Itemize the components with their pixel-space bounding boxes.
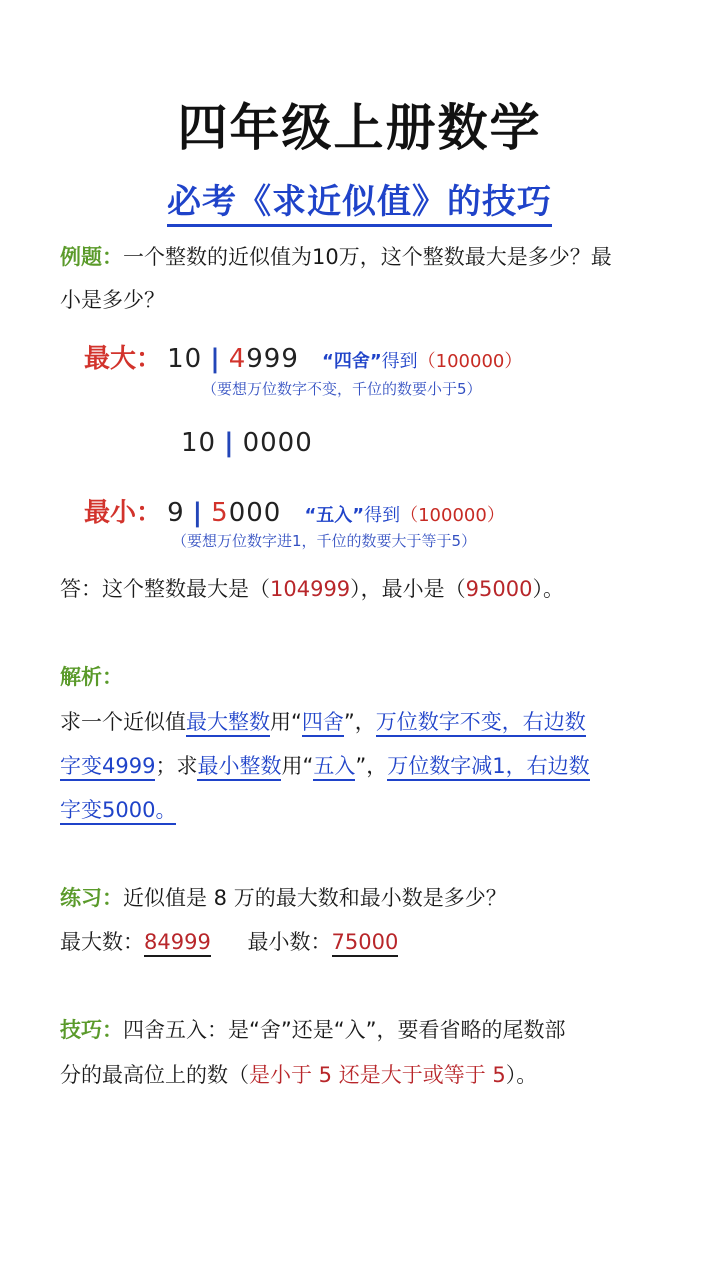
analysis-label: 解析：: [60, 665, 123, 689]
analysis-l2-e: 五入: [313, 754, 355, 781]
practice-min-label: 最小数：: [247, 930, 332, 954]
analysis-l2-g: 万位数字减1，右边数: [387, 754, 589, 781]
subtitle-text: 必考《求近似值》的技巧: [167, 182, 552, 227]
example-text-1: 一个整数的近似值为10万，这个整数最大是多少？最: [123, 245, 612, 269]
min-quote: “五入”: [304, 505, 365, 526]
max-quote: “四舍”: [321, 351, 382, 372]
tip-label: 技巧：: [60, 1018, 123, 1042]
answer-max: 104999: [270, 577, 351, 601]
max-left: 10: [167, 344, 203, 374]
practice-line: [60, 883, 507, 913]
answer-suffix: ）。: [532, 577, 564, 601]
min-row: [84, 492, 505, 529]
page-subtitle: [0, 174, 719, 223]
min-digit: 5: [211, 498, 229, 528]
practice-answer: [60, 927, 398, 957]
min-bar: |: [192, 498, 204, 528]
max-digit: 4: [228, 344, 247, 374]
max-label: 最大：: [84, 344, 163, 374]
max-bar: |: [210, 344, 221, 374]
analysis-line-2: [60, 751, 590, 781]
min-number: [167, 498, 281, 528]
min-rest: 000: [228, 498, 282, 528]
max-got: 得到: [381, 351, 418, 372]
analysis-line-1: [60, 707, 586, 737]
mid-number: [181, 428, 313, 458]
example-line-2: 小是多少？: [60, 288, 165, 312]
tip-l2-a: 分的最高位上的数（: [60, 1063, 249, 1087]
max-rest: 999: [246, 344, 299, 374]
page-title: 四年级上册数学: [177, 99, 542, 157]
max-note: （要想万位数字不变，千位的数要小于5）: [202, 380, 482, 398]
example-line-1: [60, 242, 612, 272]
analysis-l1-b: 最大整数: [186, 710, 270, 737]
analysis-l1-f: 万位数字不变，右边数: [376, 710, 586, 737]
practice-question: 近似值是 8 万的最大数和最小数是多少？: [123, 886, 507, 910]
max-row: [84, 338, 522, 375]
mid-bar: |: [224, 428, 235, 458]
example-label: 例题：: [60, 245, 123, 269]
max-result: （100000）: [417, 351, 523, 372]
mid-left: 10: [181, 428, 217, 458]
analysis-l1-c: 用“: [270, 710, 302, 734]
mid-right: 0000: [242, 428, 313, 458]
practice-max-value: 84999: [144, 930, 211, 957]
answer-line: [60, 574, 564, 604]
analysis-l2-f: ”，: [355, 754, 388, 778]
analysis-l1-a: 求一个近似值: [60, 710, 186, 734]
analysis-l2-d: 用“: [281, 754, 314, 778]
tip-text-1: 四舍五入：是“舍”还是“入”，要看省略的尾数部: [123, 1018, 566, 1042]
tip-l2-b: 是小于 5 还是大于或等于 5: [249, 1063, 506, 1087]
analysis-l2-b: ；求: [155, 754, 198, 778]
analysis-l3-a: 字变5000。: [60, 798, 176, 825]
min-left: 9: [167, 498, 185, 528]
max-number: [167, 344, 299, 374]
min-note: （要想万位数字进1，千位的数要大于等于5）: [172, 532, 477, 550]
analysis-l2-a: 字变4999: [60, 754, 155, 781]
analysis-line-3: [60, 795, 176, 825]
practice-label: 练习：: [60, 886, 123, 910]
answer-prefix: 答：这个整数最大是（: [60, 577, 270, 601]
answer-middle: ），最小是（: [350, 577, 466, 601]
tip-line-1: [60, 1015, 566, 1045]
min-label: 最小：: [84, 498, 163, 528]
tip-l2-c: ）。: [505, 1063, 538, 1087]
practice-min-value: 75000: [332, 930, 399, 957]
analysis-l1-d: 四舍: [302, 710, 344, 737]
analysis-l2-c: 最小整数: [197, 754, 281, 781]
practice-max-label: 最大数：: [60, 930, 144, 954]
analysis-l1-e: ”，: [343, 710, 376, 734]
min-got: 得到: [364, 505, 401, 526]
answer-min: 95000: [465, 577, 533, 601]
min-result: （100000）: [400, 505, 505, 526]
tip-line-2: [60, 1060, 537, 1090]
